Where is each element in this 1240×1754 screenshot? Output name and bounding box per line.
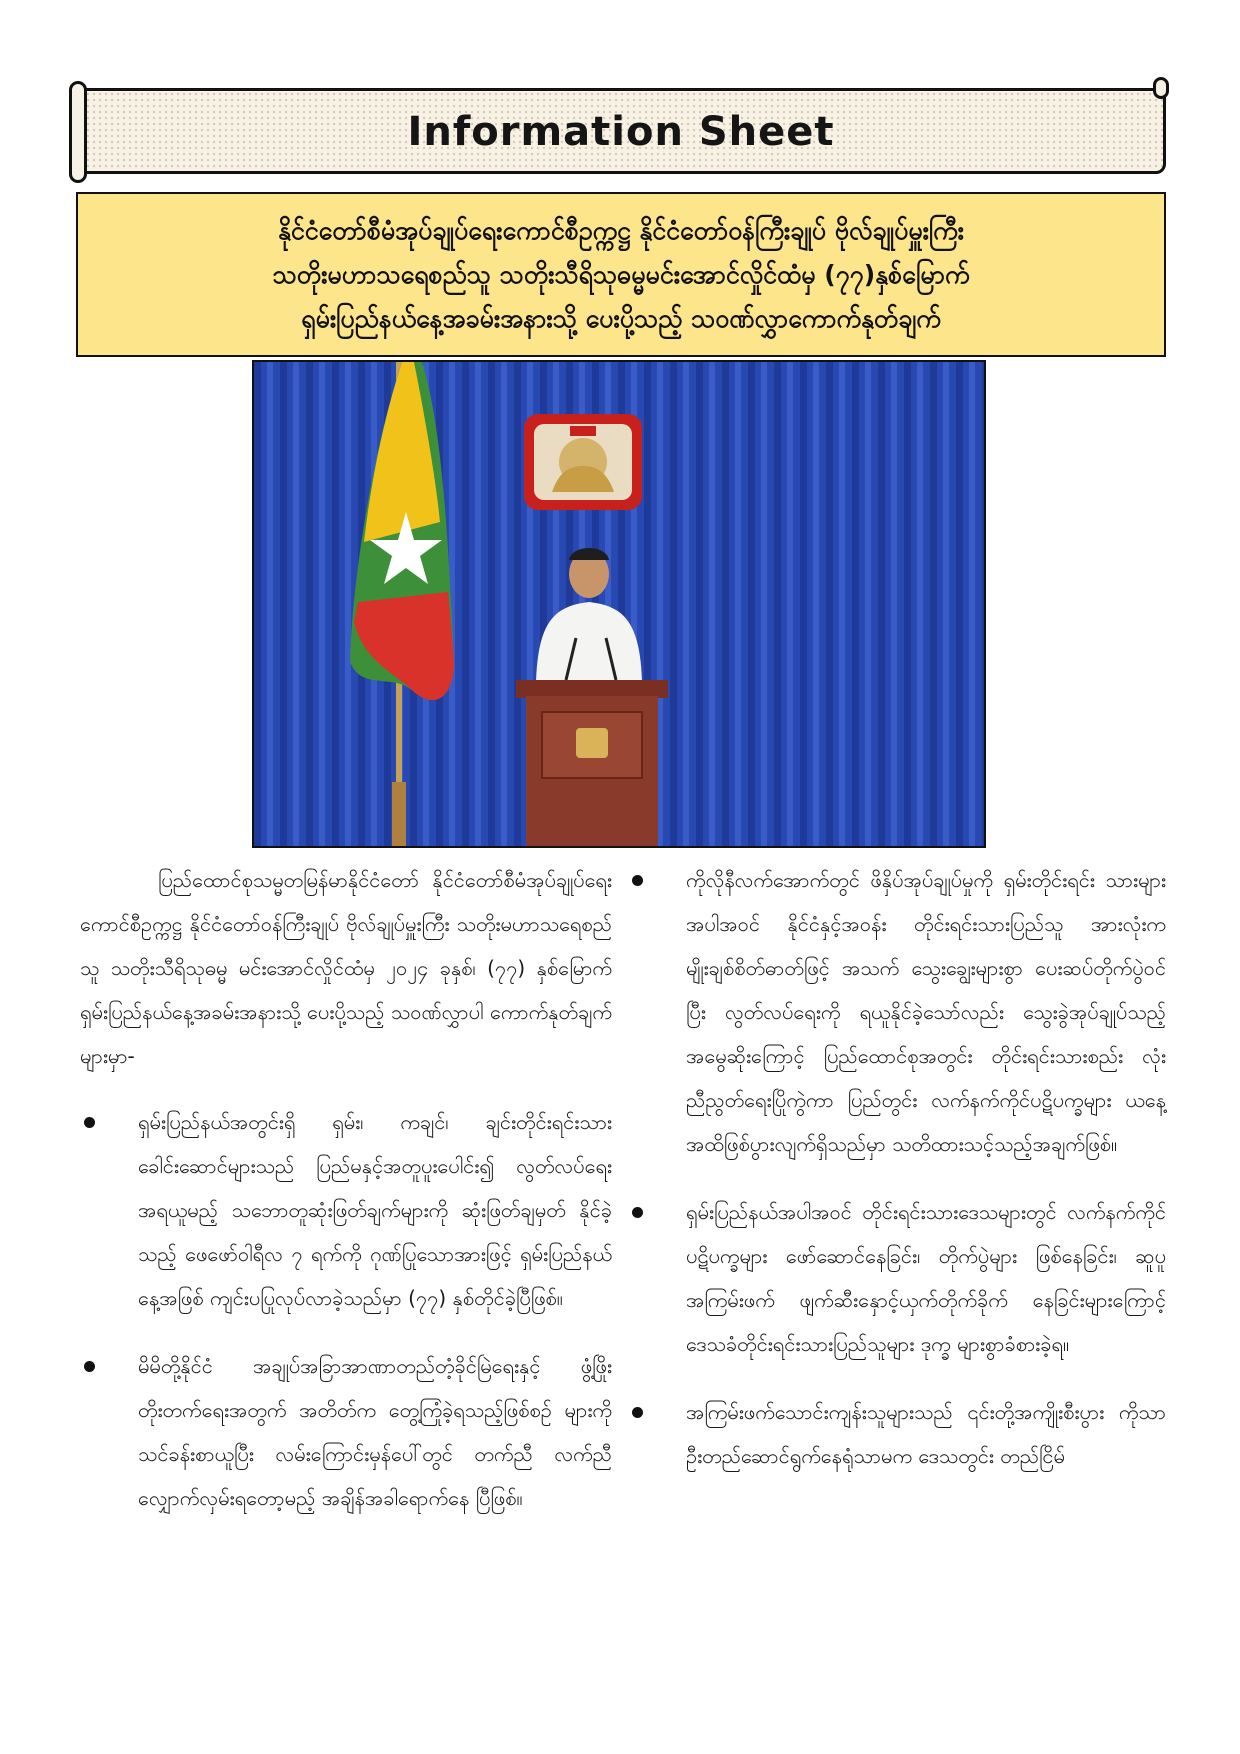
bullet-item xyxy=(628,858,1166,1166)
bullet-dot-icon xyxy=(632,1407,643,1418)
bullet-dot-icon xyxy=(84,1361,95,1372)
bullet-dot-icon xyxy=(632,1207,643,1218)
title-banner xyxy=(76,88,1166,174)
scroll-curl-right xyxy=(1153,77,1169,99)
podium xyxy=(516,680,668,846)
bullet-text: မိမိတို့နိုင်ငံ အချုပ်အခြာအာဏာတည်တံ့ခိုင်မြဲရေးနှင့် ဖွံ့ဖြိုး တိုးတက်ရေးအတွက် အတိတ်က တွေ့ကြုံခဲ့ရသည့်ဖြစ်စဉ် များကို သင်ခန်းစာယူပြီး လမ်းကြောင်းမှန်ပေါ်တွင် တက်ညီ လက်ညီ လျှောက်လှမ်းရတော့မည့် အချိန်အခါရောက်နေ ပြီဖြစ်။ xyxy=(138,1354,612,1510)
page-title: Information Sheet xyxy=(407,109,835,155)
bullet-dot-icon xyxy=(632,875,643,886)
bullet-text: အကြမ်းဖက်သောင်းကျန်းသူများသည် ၎င်းတို့အကျိုးစီးပွား ကိုသာ ဦးတည်ဆောင်ရွက်နေရုံသာမက ဒေသတွင်း တည်ငြိမ် xyxy=(686,1400,1166,1468)
intro-paragraph: ပြည်ထောင်စုသမ္မတမြန်မာနိုင်ငံတော် နိုင်ငံတော်စီမံအုပ်ချုပ်ရေးကောင်စီဥက္ကဋ္ဌ နိုင်ငံတော်ဝန်ကြီးချုပ် ဗိုလ်ချုပ်မှူးကြီး သတိုးမဟာသရေစည်သူ သတိုးသီရိသုဓမ္မ မင်းအောင်လှိုင်ထံမှ ၂၀၂၄ ခုနှစ်၊ (၇၇) နှစ်မြောက် ရှမ်းပြည်နယ်နေ့အခမ်းအနားသို့ ပေးပို့သည့် သဝဏ်လွှာပါ ကောက်နုတ်ချက်များမှာ- xyxy=(80,868,612,1068)
bullet-item xyxy=(80,1344,612,1520)
bullet-item xyxy=(628,1390,1166,1478)
state-emblem xyxy=(524,414,642,510)
bullet-text: ရှမ်းပြည်နယ်အတွင်းရှိ ရှမ်း၊ ကချင်၊ ချင်းတိုင်းရင်းသား ခေါင်းဆောင်များသည် ပြည်မနှင့်အတူပူးပေါင်း၍ လွတ်လပ်ရေး အရယူမည့် သဘောတူဆုံးဖြတ်ချက်များကို ဆုံးဖြတ်ချမှတ် နိုင်ခဲ့သည့် ဖေဖော်ဝါရီလ ၇ ရက်ကို ဂုဏ်ပြုသောအားဖြင့် ရှမ်းပြည်နယ်နေ့အဖြစ် ကျင်းပပြုလုပ်လာခဲ့သည်မှာ (၇၇) နှစ်တိုင်ခဲ့ပြီဖြစ်။ xyxy=(138,1110,612,1310)
bullet-text: ရှမ်းပြည်နယ်အပါအဝင် တိုင်းရင်းသားဒေသများတွင် လက်နက်ကိုင်ပဋိပက္ခများ ဖော်ဆောင်နေခြင်း၊ တိုက်ပွဲများ ဖြစ်နေခြင်း၊ ဆူပူအကြမ်းဖက် ဖျက်ဆီးနှောင့်ယှက်တိုက်ခိုက် နေခြင်းများကြောင့် ဒေသခံတိုင်းရင်းသားပြည်သူများ ဒုက္ခ များစွာခံစားခဲ့ရ။ xyxy=(686,1200,1166,1356)
bullet-text: ကိုလိုနီလက်အောက်တွင် ဖိနှိပ်အုပ်ချုပ်မှုကို ရှမ်းတိုင်းရင်း သားများအပါအဝင် နိုင်ငံနှင့်အဝန်း တိုင်းရင်းသားပြည်သူ အားလုံးက မျိုးချစ်စိတ်ဓာတ်ဖြင့် အသက် သွေးချွေးများစွာ ပေးဆပ်တိုက်ပွဲဝင်ပြီး လွတ်လပ်ရေးကို ရယူနိုင်ခဲ့သော်လည်း သွေးခွဲအုပ်ချုပ်သည့်အမွေဆိုးကြောင့် ပြည်ထောင်စုအတွင်း တိုင်းရင်းသားစည်း လုံးညီညွတ်ရေးပြိုကွဲကာ ပြည်တွင်း လက်နက်ကိုင်ပဋိပက္ခများ ယနေ့အထိဖြစ်ပွားလျက်ရှိသည်မှာ သတိထားသင့်သည့်အချက်ဖြစ်။ xyxy=(686,868,1166,1156)
headline-box xyxy=(76,192,1166,357)
bullet-item xyxy=(628,1190,1166,1366)
headline-line: သတိုးမဟာသရေစည်သူ သတိုးသီရိသုဓမ္မမင်းအောင်လှိုင်ထံမှ (၇၇)နှစ်မြောက် xyxy=(272,259,970,289)
headline-line: နိုင်ငံတော်စီမံအုပ်ချုပ်ရေးကောင်စီဥက္ကဋ္ဌ နိုင်ငံတော်ဝန်ကြီးချုပ် ဗိုလ်ချုပ်မှူးကြီး xyxy=(277,215,964,245)
left-column xyxy=(80,858,612,1544)
right-column xyxy=(628,858,1166,1502)
bullet-dot-icon xyxy=(84,1117,95,1128)
bullet-item xyxy=(80,1100,612,1320)
speech-photo xyxy=(252,360,986,848)
headline-line: ရှမ်းပြည်နယ်နေ့အခမ်းအနားသို့ ပေးပို့သည့် သဝဏ်လွှာကောက်နုတ်ချက် xyxy=(301,303,941,333)
